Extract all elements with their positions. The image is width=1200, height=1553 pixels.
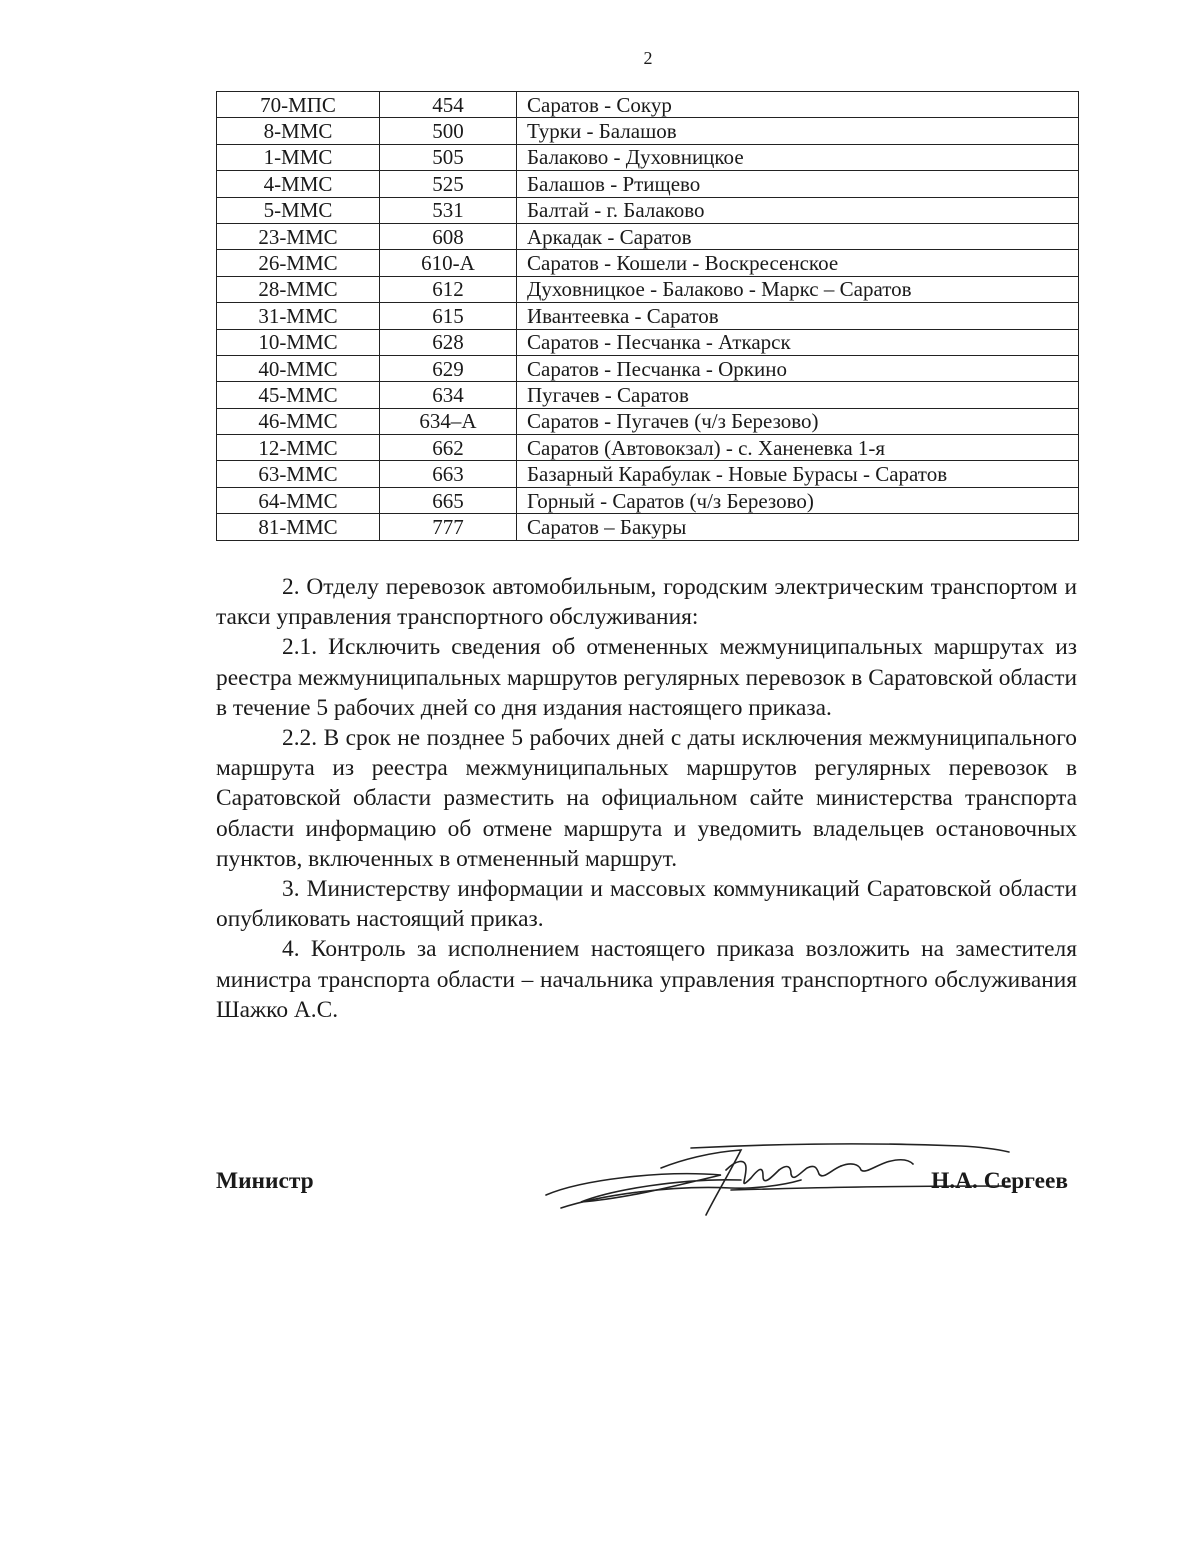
route-name: Саратов - Песчанка - Аткарск xyxy=(517,329,1079,355)
route-registration-number: 81-ММС xyxy=(217,514,380,540)
signatory-name: Н.А. Сергеев xyxy=(931,1168,1068,1194)
route-number: 634 xyxy=(380,382,517,408)
routes-table xyxy=(216,91,1079,541)
signature-block xyxy=(216,1140,1076,1230)
route-number: 608 xyxy=(380,223,517,249)
route-number: 505 xyxy=(380,144,517,170)
table-row xyxy=(217,435,1079,461)
route-number: 454 xyxy=(380,92,517,118)
table-row xyxy=(217,514,1079,540)
table-row xyxy=(217,118,1079,144)
route-registration-number: 26-ММС xyxy=(217,250,380,276)
table-row xyxy=(217,92,1079,118)
table-row xyxy=(217,329,1079,355)
table-row xyxy=(217,276,1079,302)
table-row xyxy=(217,382,1079,408)
route-name: Саратов - Пугачев (ч/з Березово) xyxy=(517,408,1079,434)
route-number: 663 xyxy=(380,461,517,487)
signatory-title: Министр xyxy=(216,1168,314,1194)
route-number: 628 xyxy=(380,329,517,355)
route-name: Духовницкое - Балаково - Маркс – Саратов xyxy=(517,276,1079,302)
route-registration-number: 23-ММС xyxy=(217,223,380,249)
route-registration-number: 31-ММС xyxy=(217,303,380,329)
table-row xyxy=(217,355,1079,381)
route-number: 665 xyxy=(380,487,517,513)
table-row xyxy=(217,487,1079,513)
route-registration-number: 28-ММС xyxy=(217,276,380,302)
route-name: Балашов - Ртищево xyxy=(517,171,1079,197)
route-registration-number: 12-ММС xyxy=(217,435,380,461)
route-name: Саратов - Песчанка - Оркино xyxy=(517,355,1079,381)
route-name: Саратов – Бакуры xyxy=(517,514,1079,540)
route-number: 500 xyxy=(380,118,517,144)
table-row xyxy=(217,303,1079,329)
route-name: Турки - Балашов xyxy=(517,118,1079,144)
route-number: 777 xyxy=(380,514,517,540)
route-number: 612 xyxy=(380,276,517,302)
table-row xyxy=(217,408,1079,434)
route-number: 525 xyxy=(380,171,517,197)
paragraph-4: 4. Контроль за исполнением настоящего приказа возложить на заместителя министра транспорта области – начальника управления транспортного обслуживания Шажко А.С. xyxy=(216,936,1077,1023)
paragraph-2: 2. Отделу перевозок автомобильным, городским электрическим транспортом и такси управления транспортного обслуживания: xyxy=(216,574,1077,631)
route-number: 610-А xyxy=(380,250,517,276)
table-row xyxy=(217,144,1079,170)
route-name: Саратов - Сокур xyxy=(517,92,1079,118)
route-number: 662 xyxy=(380,435,517,461)
route-registration-number: 46-ММС xyxy=(217,408,380,434)
route-name: Балаково - Духовницкое xyxy=(517,144,1079,170)
route-registration-number: 40-ММС xyxy=(217,355,380,381)
route-name: Ивантеевка - Саратов xyxy=(517,303,1079,329)
table-row xyxy=(217,461,1079,487)
route-name: Балтай - г. Балаково xyxy=(517,197,1079,223)
route-name: Аркадак - Саратов xyxy=(517,223,1079,249)
route-number: 615 xyxy=(380,303,517,329)
route-registration-number: 8-ММС xyxy=(217,118,380,144)
route-registration-number: 45-ММС xyxy=(217,382,380,408)
order-body-text xyxy=(216,572,1077,1025)
route-name: Базарный Карабулак - Новые Бурасы - Саратов xyxy=(517,461,1079,487)
route-registration-number: 70-МПС xyxy=(217,92,380,118)
route-number: 634–А xyxy=(380,408,517,434)
route-registration-number: 1-ММС xyxy=(217,144,380,170)
route-registration-number: 63-ММС xyxy=(217,461,380,487)
route-registration-number: 5-ММС xyxy=(217,197,380,223)
routes-table-body xyxy=(217,92,1079,541)
page-number: 2 xyxy=(643,48,653,68)
route-number: 531 xyxy=(380,197,517,223)
table-row xyxy=(217,223,1079,249)
table-row xyxy=(217,171,1079,197)
route-name: Саратов - Кошели - Воскресенское xyxy=(517,250,1079,276)
paragraph-2-2: 2.2. В срок не позднее 5 рабочих дней с даты исключения межмуниципального маршрута из реестра межмуниципальных маршрутов регулярных перевозок в Саратовской области разместить на официальном сайте министерства транспорта области информацию об отмене маршрута и уведомить владельцев остановочных пунктов, включенных в отмененный маршрут. xyxy=(216,725,1077,872)
paragraph-2-1: 2.1. Исключить сведения об отмененных межмуниципальных маршрутах из реестра межмуниципальных маршрутов регулярных перевозок в Саратовской области в течение 5 рабочих дней со дня издания настоящего приказа. xyxy=(216,634,1077,721)
route-name: Горный - Саратов (ч/з Березово) xyxy=(517,487,1079,513)
table-row xyxy=(217,197,1079,223)
paragraph-3: 3. Министерству информации и массовых коммуникаций Саратовской области опубликовать настоящий приказ. xyxy=(216,876,1077,933)
table-row xyxy=(217,250,1079,276)
route-name: Саратов (Автовокзал) - с. Ханеневка 1-я xyxy=(517,435,1079,461)
route-registration-number: 4-ММС xyxy=(217,171,380,197)
route-name: Пугачев - Саратов xyxy=(517,382,1079,408)
route-registration-number: 10-ММС xyxy=(217,329,380,355)
route-registration-number: 64-ММС xyxy=(217,487,380,513)
route-number: 629 xyxy=(380,355,517,381)
